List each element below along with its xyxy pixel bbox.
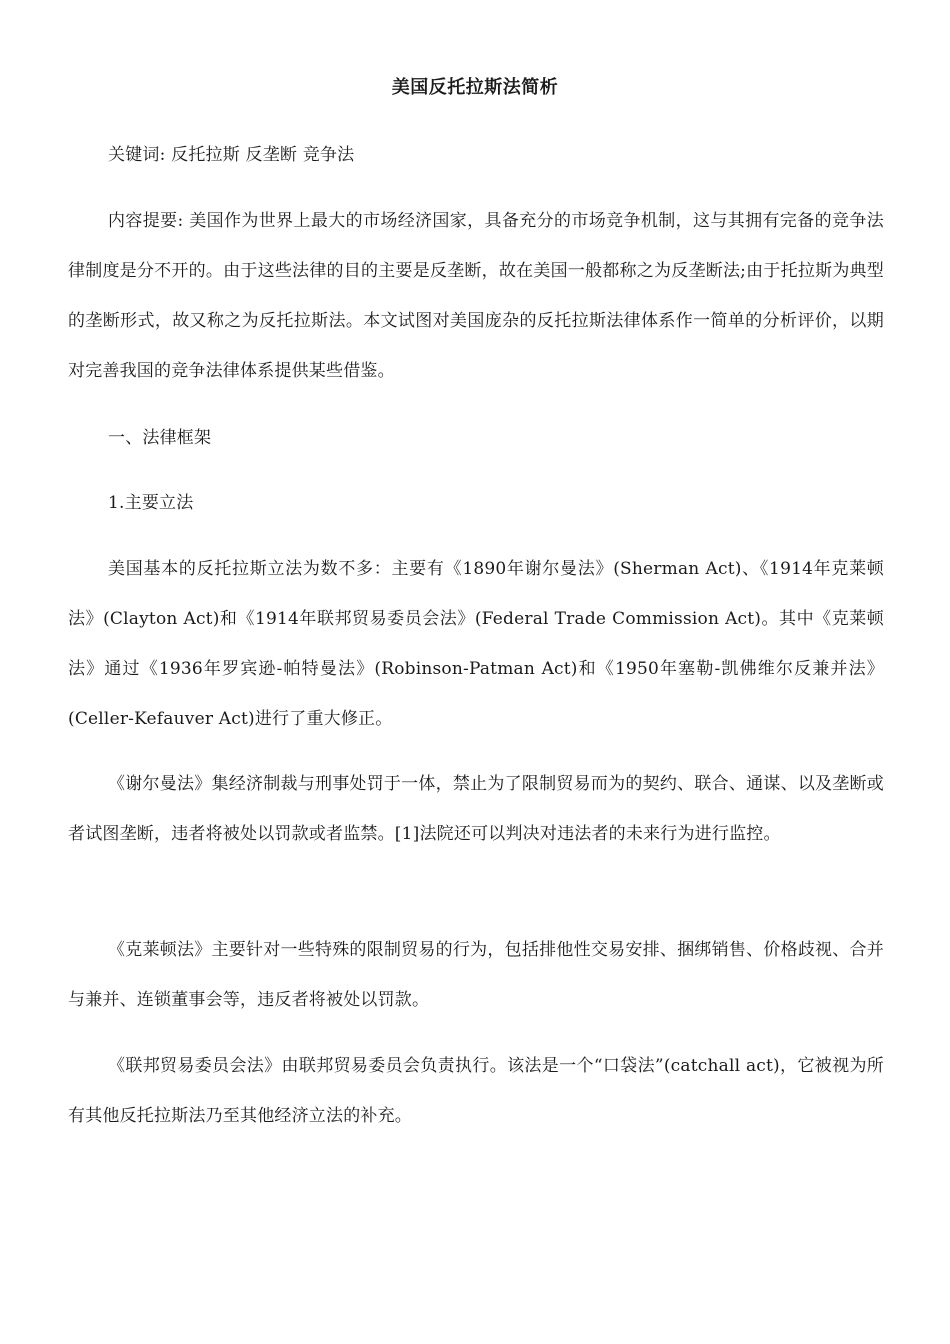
subsection-heading: 1.主要立法 bbox=[108, 493, 194, 513]
body-paragraph-clayton-act: 《克莱顿法》主要针对一些特殊的限制贸易的行为，包括排他性交易安排、捆绑销售、价格歧视、合并与兼并、连锁董事会等，违反者将被处以罚款。 bbox=[68, 940, 884, 1010]
body-paragraph-sherman-act: 《谢尔曼法》集经济制裁与刑事处罚于一体，禁止为了限制贸易而为的契约、联合、通谋、以及垄断或者试图垄断，违者将被处以罚款或者监禁。[1]法院还可以判决对违法者的未来行为进行监控。 bbox=[68, 774, 884, 844]
keywords-line: 关键词: 反托拉斯 反垄断 竞争法 bbox=[108, 145, 355, 165]
body-paragraph-ftc-act: 《联邦贸易委员会法》由联邦贸易委员会负责执行。该法是一个“口袋法”(catchall act)，它被视为所有其他反托拉斯法乃至其他经济立法的补充。 bbox=[68, 1056, 884, 1126]
section-heading: 一、法律框架 bbox=[108, 428, 212, 448]
document-title: 美国反托拉斯法简析 bbox=[391, 77, 559, 98]
body-paragraph-legislation: 美国基本的反托拉斯立法为数不多：主要有《1890年谢尔曼法》(Sherman Act)、《1914年克莱顿法》(Clayton Act)和《1914年联邦贸易委员会法》(Federal Trade Commission Act)。其中《克莱顿法》通过《1936年罗宾逊-帕特曼法》(Robinson-Patman Act)和《1950年塞勒-凯佛维尔反兼并法》(Celler-Kefauver Act)进行了重大修正。 bbox=[68, 559, 884, 729]
abstract-paragraph: 内容提要: 美国作为世界上最大的市场经济国家，具备充分的市场竞争机制，这与其拥有完备的竞争法律制度是分不开的。由于这些法律的目的主要是反垄断，故在美国一般都称之为反垄断法;由于托拉斯为典型的垄断形式，故又称之为反托拉斯法。本文试图对美国庞杂的反托拉斯法律体系作一简单的分析评价，以期对完善我国的竞争法律体系提供某些借鉴。 bbox=[68, 211, 884, 381]
